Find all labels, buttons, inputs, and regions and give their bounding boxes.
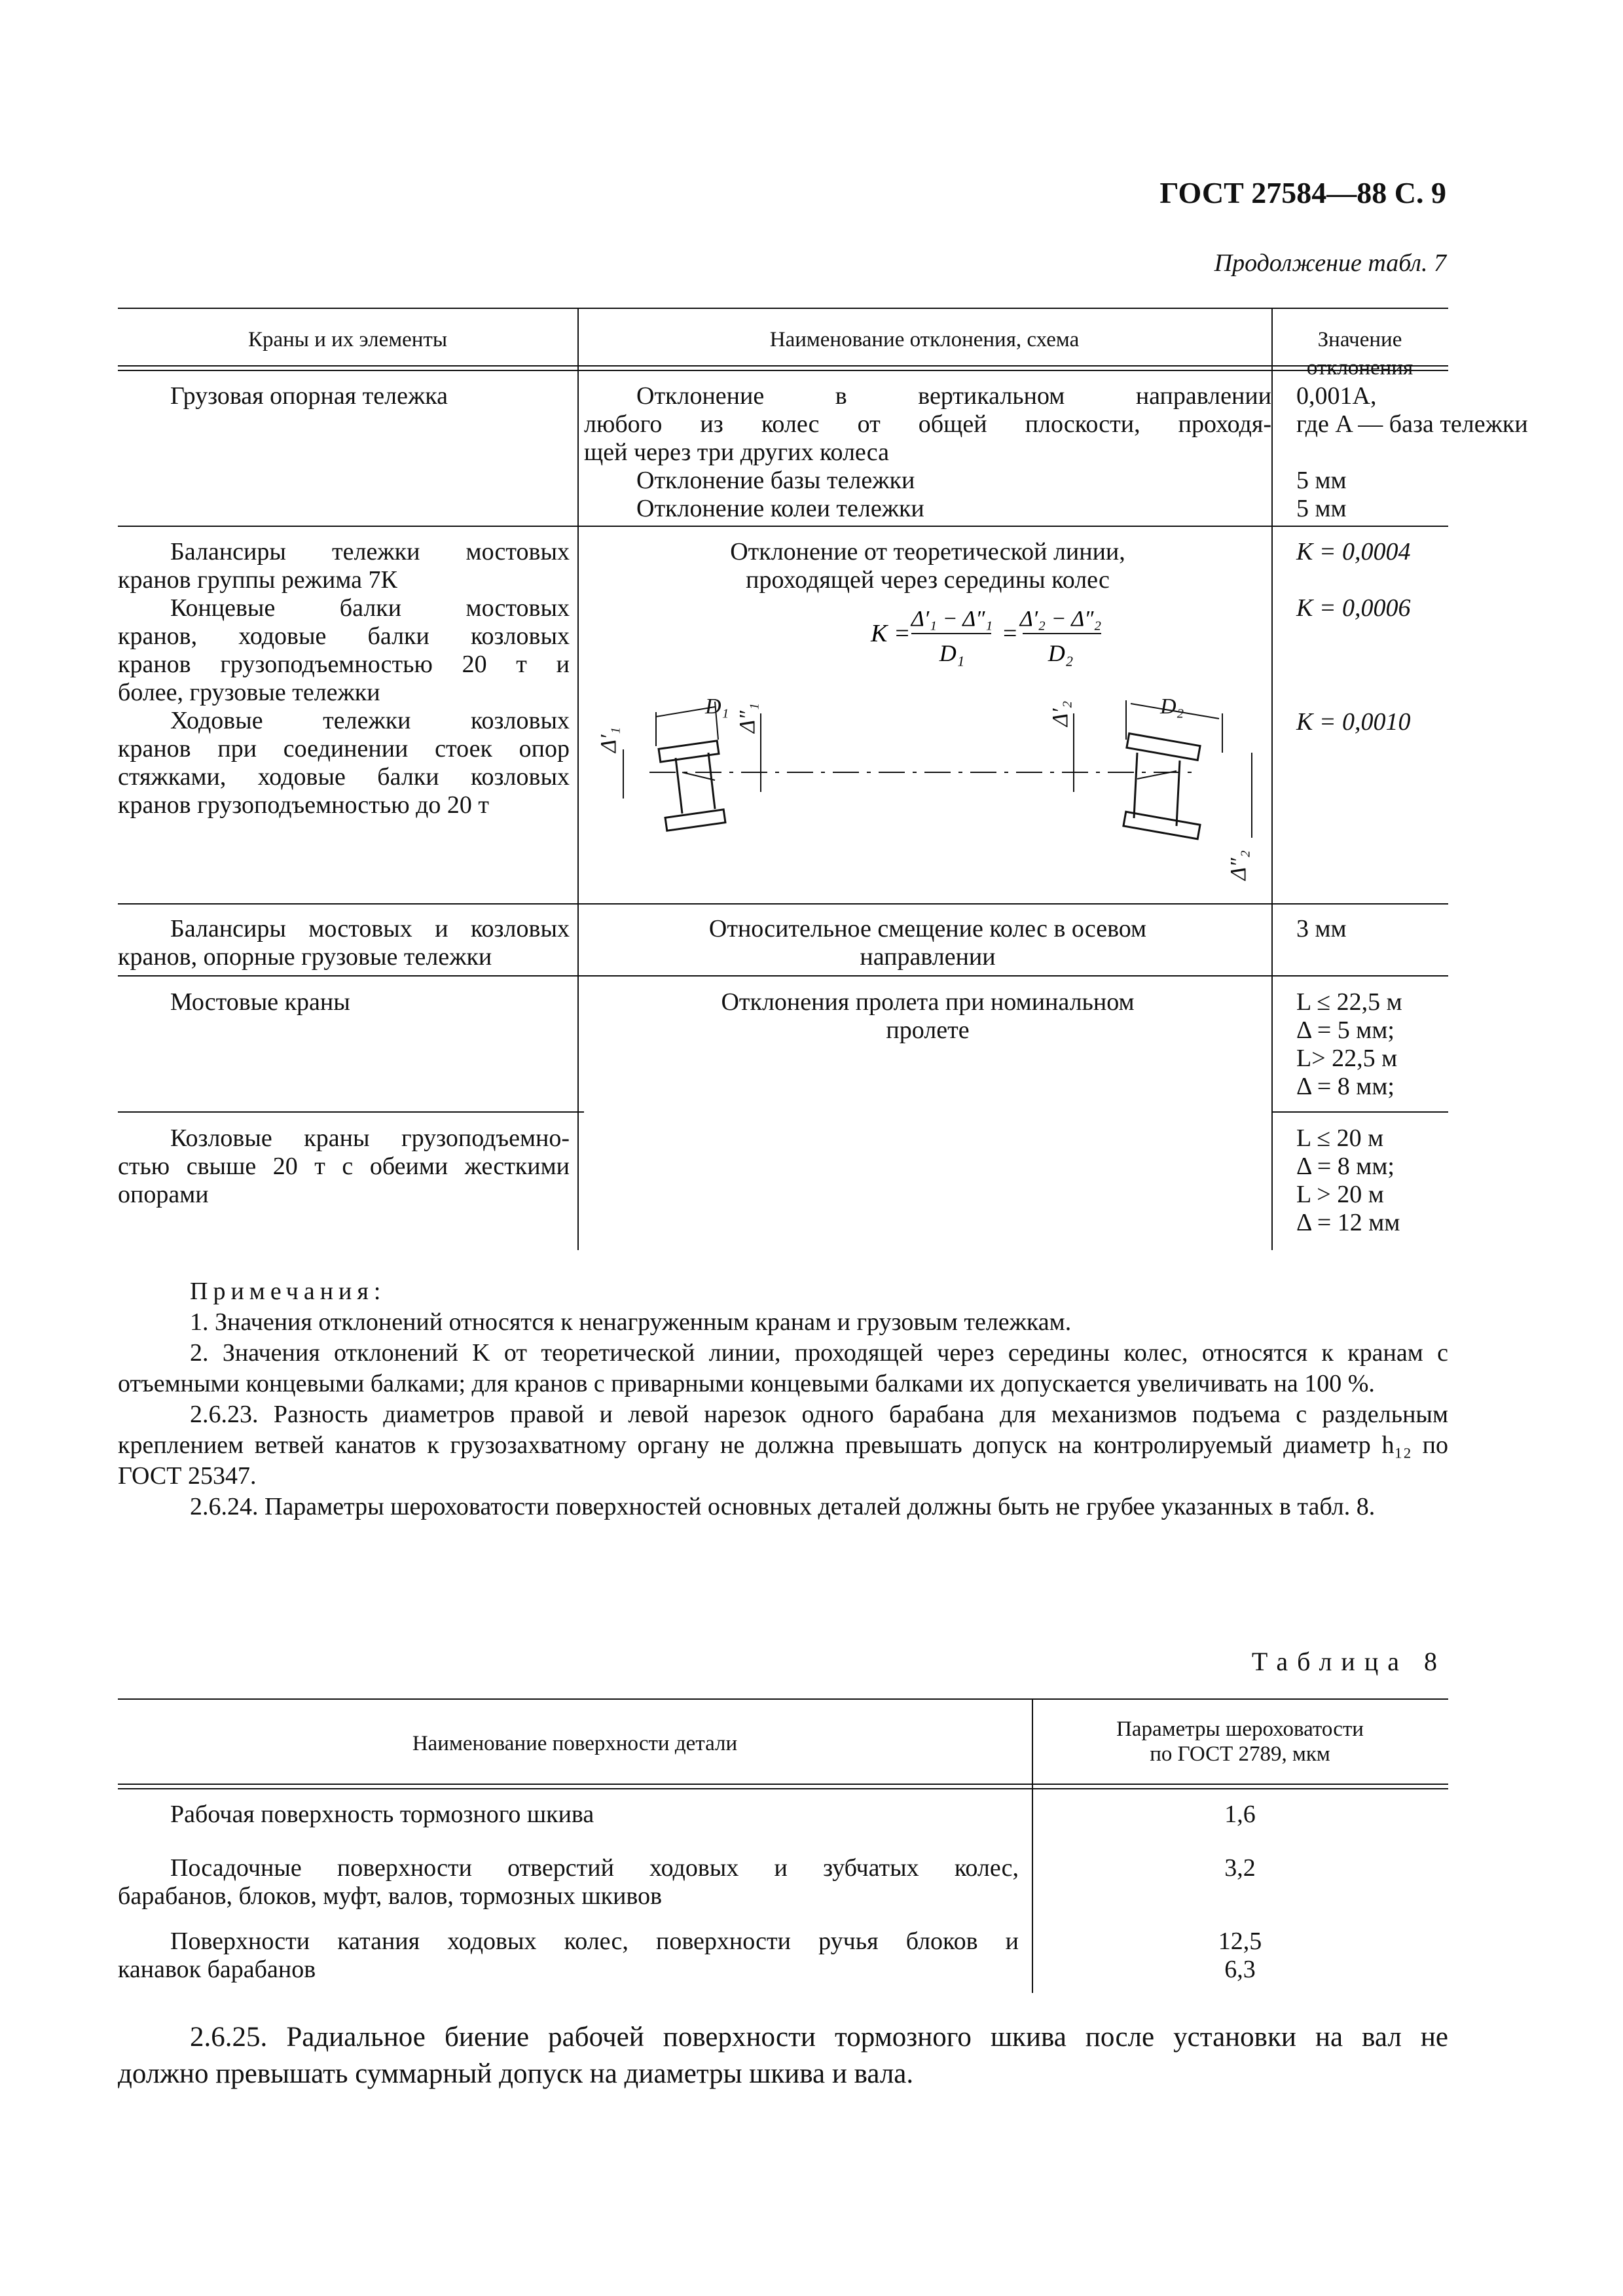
note-2: 2. Значения отклонений K от теоретической линии, проходящей через середины колес, относятся к кранам с отъемными концевыми балками; для кранов с приварными концевыми балками их допускается увеличивать на 100 %. xyxy=(118,1339,1448,1397)
row2-element: Балансиры тележки мостовых кранов группы режима 7К Концевые балки мостовых кранов, ходовые балки козловых кранов грузоподъемностью 20 т и более, грузовые тележки Ходовые тележки козловых кранов при соединении стоек опор стяжками, ходовые балки козловых кранов грузоподъемностью до 20 т xyxy=(118,538,570,819)
row1-value: 0,001A, xyxy=(1296,382,1377,410)
delta2p-label: Δ′₂ xyxy=(1048,700,1072,726)
t8-row2-name: Посадочные поверхности отверстий ходовых и зубчатых колес, барабанов, блоков, муфт, валов, тормозных шкивов xyxy=(118,1854,1019,1910)
row3-element: Балансиры мостовых и козловых кранов, опорные грузовые тележки xyxy=(118,915,570,971)
table-rule xyxy=(118,1784,1448,1785)
table-rule xyxy=(118,365,1448,367)
right-side-line xyxy=(1176,761,1180,826)
row2-deviation: Отклонение от теоретической линии, проходящей через середины колес xyxy=(730,538,1125,594)
left-wheel-bottom xyxy=(665,810,725,831)
formula-k: K = xyxy=(871,620,911,647)
table-8 xyxy=(118,1698,1448,1993)
k-formula xyxy=(584,596,1271,668)
table-rule xyxy=(118,975,1448,977)
formula-eq: = xyxy=(1003,620,1017,647)
clause-2-6-24: 2.6.24. Параметры шероховатости поверхностей основных деталей должны быть не грубее указанных в табл. 8. xyxy=(190,1493,1376,1520)
table-8-label: Таблица 8 xyxy=(1251,1647,1446,1676)
delta1p-label: Δ′₁ xyxy=(596,726,621,753)
row4-deviation: Отклонения пролета при номинальном пролете xyxy=(721,988,1135,1044)
t8-row2-value: 3,2 xyxy=(1224,1854,1256,1882)
row1-value-base: 5 мм xyxy=(1296,467,1347,494)
clause-2-6-23: 2.6.23. Разность диаметров правой и левой нарезок одного барабана для механизмов подъема с раздельным креплением ветвей канатов к грузозахватному органу не должна превышать допуск на контролируемый диаметр h₁₂ по ГОСТ 25347. xyxy=(118,1401,1448,1490)
right-side-line xyxy=(1134,753,1137,818)
row1-value-note: где A — база тележки xyxy=(1296,410,1528,438)
row1-deviation: Отклонение в вертикальном направлении любого из колес от общей плоскости, проходя- щей через три других колеса xyxy=(584,382,1271,466)
row2-value-c: K = 0,0010 xyxy=(1296,708,1411,736)
clause-2-6-25: 2.6.25. Радиальное биение рабочей поверхности тормозного шкива после установки на вал не должно превышать суммарный допуск на диаметры шкива и вала. xyxy=(118,2022,1448,2089)
table-column-rule xyxy=(1271,308,1273,1250)
row1-element: Грузовая опорная тележка xyxy=(170,382,448,410)
notes-section xyxy=(118,1276,1448,1522)
table-rule xyxy=(1271,1111,1448,1113)
table-rule xyxy=(118,1111,584,1113)
row2-value-a: K = 0,0004 xyxy=(1296,538,1411,565)
note-1: 1. Значения отклонений относятся к ненагруженным кранам и грузовым тележкам. xyxy=(190,1308,1072,1336)
row5-element: Козловые краны грузоподъемно- стью свыше 20 т с обеими жесткими опорами xyxy=(118,1124,570,1208)
row1-value-track: 5 мм xyxy=(1296,495,1347,522)
row5-values: L ≤ 20 м Δ = 8 мм; L > 20 м Δ = 12 мм xyxy=(1296,1124,1400,1236)
header-value: Значение отклонения xyxy=(1306,328,1413,380)
header-surface-name: Наименование поверхности детали xyxy=(412,1732,738,1755)
row1-deviation-base: Отклонение базы тележки xyxy=(636,467,915,494)
d2-label: D₂ xyxy=(1160,694,1184,719)
row2-value-b: K = 0,0006 xyxy=(1296,594,1411,622)
formula-den2: D₂ xyxy=(1048,640,1074,666)
table-rule xyxy=(118,1698,1448,1700)
formula-den1: D₁ xyxy=(939,640,965,666)
document-title: ГОСТ 27584—88 С. 9 xyxy=(1159,176,1446,209)
row1-deviation-track: Отклонение колеи тележки xyxy=(636,495,924,522)
formula-num2: Δ′₂ − Δ″₂ xyxy=(1019,607,1102,631)
row3-deviation: Относительное смещение колес в осевом направлении xyxy=(708,915,1147,971)
t8-row3-name: Поверхности катания ходовых колес, поверхности ручья блоков и канавок барабанов xyxy=(118,1928,1019,1983)
table-continuation-label: Продолжение табл. 7 xyxy=(1214,249,1446,277)
notes-title: Примечания: xyxy=(190,1278,386,1305)
wheel-deviation-diagram xyxy=(584,687,1271,890)
header-roughness: Параметры шероховатости по ГОСТ 2789, мкм xyxy=(1116,1717,1364,1766)
table-7 xyxy=(118,308,1528,1250)
header-cranes: Краны и их элементы xyxy=(247,328,448,351)
table-column-rule xyxy=(577,308,579,1250)
left-side-line xyxy=(676,758,682,814)
d1-label: D₁ xyxy=(705,694,729,719)
t8-row1-value: 1,6 xyxy=(1224,1801,1256,1828)
header-deviation: Наименование отклонения, схема xyxy=(769,328,1080,351)
row4-element: Мостовые краны xyxy=(170,988,350,1016)
table-rule xyxy=(118,308,1448,309)
table-rule xyxy=(118,526,1448,527)
row3-value: 3 мм xyxy=(1296,915,1347,942)
row4-values: L ≤ 22,5 м Δ = 5 мм; L> 22,5 м Δ = 8 мм; xyxy=(1296,988,1402,1100)
table-rule xyxy=(118,903,1448,905)
t8-row1-name: Рабочая поверхность тормозного шкива xyxy=(170,1801,594,1828)
t8-row3-values: 12,5 6,3 xyxy=(1218,1928,1262,1983)
formula-num1: Δ′₁ − Δ″₁ xyxy=(911,607,993,631)
delta2pp-label: Δ″₂ xyxy=(1226,850,1250,880)
delta1pp-label: Δ″₁ xyxy=(735,703,759,733)
left-side-line xyxy=(708,753,715,809)
table-rule xyxy=(118,370,1448,371)
table-rule xyxy=(118,1788,1448,1789)
